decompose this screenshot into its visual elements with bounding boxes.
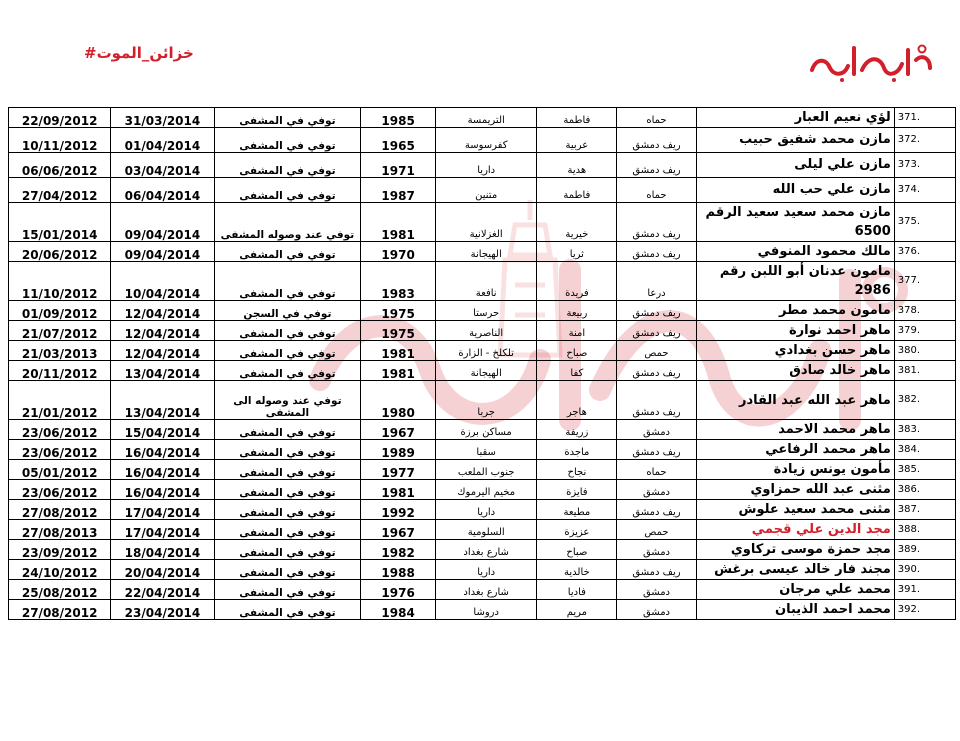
- cell-place: الهيجانة: [436, 361, 537, 381]
- cell-year: 1980: [361, 381, 436, 420]
- cell-date1: 12/04/2014: [111, 301, 214, 321]
- cell-date1: 20/04/2014: [111, 560, 214, 580]
- cell-num: 377.: [894, 262, 955, 301]
- cell-date2: 21/03/2013: [9, 341, 111, 361]
- cell-city: حمص: [617, 341, 696, 361]
- cell-mother: خيرية: [537, 203, 617, 242]
- cell-place: سقبا: [436, 440, 537, 460]
- cell-year: 1967: [361, 520, 436, 540]
- cell-place: شارع بغداد: [436, 540, 537, 560]
- table-row: [9, 108, 956, 128]
- cell-status: توفي في المشفى: [214, 262, 361, 301]
- cell-status: توفي في المشفى: [214, 341, 361, 361]
- cell-name: محمد احمد الذيبان: [696, 600, 894, 620]
- table-row: [9, 420, 956, 440]
- cell-year: 1988: [361, 560, 436, 580]
- cell-city: ريف دمشق: [617, 321, 696, 341]
- cell-mother: فايزة: [537, 480, 617, 500]
- cell-num: 388.: [894, 520, 955, 540]
- cell-place: نافعة: [436, 262, 537, 301]
- cell-name: محمد علي مرجان: [696, 580, 894, 600]
- cell-year: 1971: [361, 153, 436, 178]
- table-row: [9, 178, 956, 203]
- cell-date2: 10/11/2012: [9, 128, 111, 153]
- cell-date2: 15/01/2014: [9, 203, 111, 242]
- cell-date1: 06/04/2014: [111, 178, 214, 203]
- table-row: [9, 460, 956, 480]
- cell-status: توفي في المشفى: [214, 178, 361, 203]
- table-row: [9, 600, 956, 620]
- cell-num: 371.: [894, 108, 955, 128]
- table-row: [9, 361, 956, 381]
- cell-num: 391.: [894, 580, 955, 600]
- cell-city: ريف دمشق: [617, 361, 696, 381]
- cell-year: 1982: [361, 540, 436, 560]
- table-row: [9, 440, 956, 460]
- cell-city: ريف دمشق: [617, 440, 696, 460]
- cell-num: 387.: [894, 500, 955, 520]
- cell-place: مساكن برزة: [436, 420, 537, 440]
- cell-date1: 18/04/2014: [111, 540, 214, 560]
- cell-mother: كفا: [537, 361, 617, 381]
- cell-year: 1976: [361, 580, 436, 600]
- cell-name: مامون محمد مطر: [696, 301, 894, 321]
- cell-date2: 23/06/2012: [9, 420, 111, 440]
- table-row: [9, 242, 956, 262]
- cell-name: مأمون يونس زيادة: [696, 460, 894, 480]
- cell-name: ماهر محمد الاحمد: [696, 420, 894, 440]
- cell-place: جنوب الملعب: [436, 460, 537, 480]
- cell-name: مجد حمزة موسى تركاوي: [696, 540, 894, 560]
- cell-date2: 11/10/2012: [9, 262, 111, 301]
- cell-date1: 31/03/2014: [111, 108, 214, 128]
- cell-city: حمص: [617, 520, 696, 540]
- cell-date1: 16/04/2014: [111, 480, 214, 500]
- table-row: [9, 341, 956, 361]
- cell-status: توفي في السجن: [214, 301, 361, 321]
- cell-num: 382.: [894, 381, 955, 420]
- cell-name: ماهر عبد الله عبد القادر: [696, 381, 894, 420]
- cell-status: توفي في المشفى: [214, 500, 361, 520]
- table-row: [9, 262, 956, 301]
- cell-place: داريا: [436, 153, 537, 178]
- cell-status: توفي في المشفى: [214, 520, 361, 540]
- cell-year: 1981: [361, 361, 436, 381]
- cell-status: توفي في المشفى: [214, 480, 361, 500]
- cell-date1: 09/04/2014: [111, 242, 214, 262]
- table-row: [9, 128, 956, 153]
- cell-date1: 12/04/2014: [111, 321, 214, 341]
- cell-year: 1989: [361, 440, 436, 460]
- table-row: [9, 500, 956, 520]
- cell-year: 1983: [361, 262, 436, 301]
- cell-num: 373.: [894, 153, 955, 178]
- cell-num: 389.: [894, 540, 955, 560]
- cell-place: جربا: [436, 381, 537, 420]
- table-row: [9, 153, 956, 178]
- cell-date2: 20/11/2012: [9, 361, 111, 381]
- table-row: [9, 381, 956, 420]
- cell-status: توفي في المشفى: [214, 321, 361, 341]
- table-row: [9, 560, 956, 580]
- cell-place: تلكلخ - الزارة: [436, 341, 537, 361]
- cell-date2: 23/09/2012: [9, 540, 111, 560]
- cell-city: ريف دمشق: [617, 153, 696, 178]
- cell-date2: 27/08/2012: [9, 600, 111, 620]
- cell-year: 1977: [361, 460, 436, 480]
- cell-city: حماه: [617, 460, 696, 480]
- table-row: [9, 520, 956, 540]
- cell-status: توفي في المشفى: [214, 153, 361, 178]
- cell-place: شارع بغداد: [436, 580, 537, 600]
- cell-place: كفرسوسة: [436, 128, 537, 153]
- cell-name: مثنى عبد الله حمزاوي: [696, 480, 894, 500]
- cell-year: 1985: [361, 108, 436, 128]
- cell-date2: 06/06/2012: [9, 153, 111, 178]
- cell-date1: 16/04/2014: [111, 440, 214, 460]
- cell-name: مازن علي حب الله: [696, 178, 894, 203]
- cell-num: 376.: [894, 242, 955, 262]
- cell-year: 1967: [361, 420, 436, 440]
- cell-mother: مريم: [537, 600, 617, 620]
- cell-date2: 24/10/2012: [9, 560, 111, 580]
- cell-city: ريف دمشق: [617, 560, 696, 580]
- cell-place: الهيجانة: [436, 242, 537, 262]
- cell-year: 1975: [361, 301, 436, 321]
- cell-date2: 23/06/2012: [9, 480, 111, 500]
- cell-date1: 13/04/2014: [111, 381, 214, 420]
- table-row: [9, 580, 956, 600]
- cell-mother: فريدة: [537, 262, 617, 301]
- cell-name: ماهر خالد صادق: [696, 361, 894, 381]
- cell-city: حماه: [617, 108, 696, 128]
- cell-mother: عربية: [537, 128, 617, 153]
- table-row: [9, 203, 956, 242]
- cell-date1: 01/04/2014: [111, 128, 214, 153]
- cell-date2: 27/08/2012: [9, 500, 111, 520]
- cell-mother: نجاح: [537, 460, 617, 480]
- cell-mother: صباح: [537, 341, 617, 361]
- cell-status: توفي في المشفى: [214, 580, 361, 600]
- cell-name: مثنى محمد سعيد علوش: [696, 500, 894, 520]
- cell-num: 385.: [894, 460, 955, 480]
- cell-year: 1965: [361, 128, 436, 153]
- cell-place: السلومية: [436, 520, 537, 540]
- cell-date2: 21/07/2012: [9, 321, 111, 341]
- cell-date1: 17/04/2014: [111, 520, 214, 540]
- cell-num: 383.: [894, 420, 955, 440]
- cell-mother: ثريا: [537, 242, 617, 262]
- table-row: [9, 301, 956, 321]
- cell-place: داريا: [436, 560, 537, 580]
- cell-date1: 16/04/2014: [111, 460, 214, 480]
- cell-status: توفي في المشفى: [214, 108, 361, 128]
- cell-city: حماه: [617, 178, 696, 203]
- cell-num: 379.: [894, 321, 955, 341]
- cell-mother: هاجر: [537, 381, 617, 420]
- cell-mother: فاطمة: [537, 108, 617, 128]
- cell-date2: 27/08/2013: [9, 520, 111, 540]
- cell-date2: 23/06/2012: [9, 440, 111, 460]
- cell-city: دمشق: [617, 580, 696, 600]
- cell-year: 1992: [361, 500, 436, 520]
- cell-date2: 27/04/2012: [9, 178, 111, 203]
- cell-name: مامون عدنان أبو اللبن رقم 2986: [696, 262, 894, 301]
- hashtag-title: #خزائن_الموت: [84, 44, 194, 62]
- cell-num: 374.: [894, 178, 955, 203]
- cell-date1: 15/04/2014: [111, 420, 214, 440]
- cell-name: مجند فار خالد عيسى برغش: [696, 560, 894, 580]
- cell-mother: صباح: [537, 540, 617, 560]
- cell-date2: 01/09/2012: [9, 301, 111, 321]
- cell-mother: عزيزة: [537, 520, 617, 540]
- cell-city: ريف دمشق: [617, 242, 696, 262]
- cell-year: 1987: [361, 178, 436, 203]
- cell-date1: 13/04/2014: [111, 361, 214, 381]
- cell-status: توفي في المشفى: [214, 540, 361, 560]
- cell-year: 1981: [361, 203, 436, 242]
- cell-status: توفي عند وصوله المشفى: [214, 203, 361, 242]
- cell-num: 380.: [894, 341, 955, 361]
- cell-name: لؤي نعيم العبار: [696, 108, 894, 128]
- cell-place: متنين: [436, 178, 537, 203]
- cell-mother: خالدية: [537, 560, 617, 580]
- table-row: [9, 480, 956, 500]
- cell-place: مخيم اليرموك: [436, 480, 537, 500]
- cell-date2: 21/01/2012: [9, 381, 111, 420]
- cell-name: مازن علي ليلى: [696, 153, 894, 178]
- cell-status: توفي في المشفى: [214, 128, 361, 153]
- cell-mother: امنة: [537, 321, 617, 341]
- cell-status: توفي في المشفى: [214, 440, 361, 460]
- cell-date1: 23/04/2014: [111, 600, 214, 620]
- cell-status: توفي في المشفى: [214, 460, 361, 480]
- cell-date2: 20/06/2012: [9, 242, 111, 262]
- cell-num: 392.: [894, 600, 955, 620]
- cell-city: دمشق: [617, 480, 696, 500]
- cell-place: داريا: [436, 500, 537, 520]
- cell-place: التريمسة: [436, 108, 537, 128]
- cell-city: ريف دمشق: [617, 301, 696, 321]
- cell-status: توفي في المشفى: [214, 600, 361, 620]
- cell-year: 1981: [361, 341, 436, 361]
- cell-place: الناصرية: [436, 321, 537, 341]
- cell-date1: 10/04/2014: [111, 262, 214, 301]
- cell-num: 390.: [894, 560, 955, 580]
- cell-name: مازن محمد سعيد سعيد الرقم 6500: [696, 203, 894, 242]
- cell-year: 1984: [361, 600, 436, 620]
- cell-mother: ماجدة: [537, 440, 617, 460]
- cell-place: الغزلانية: [436, 203, 537, 242]
- cell-num: 381.: [894, 361, 955, 381]
- cell-mother: ربيعة: [537, 301, 617, 321]
- cell-mother: مطيعة: [537, 500, 617, 520]
- cell-date2: 22/09/2012: [9, 108, 111, 128]
- cell-mother: زريفة: [537, 420, 617, 440]
- cell-city: ريف دمشق: [617, 203, 696, 242]
- cell-date1: 12/04/2014: [111, 341, 214, 361]
- cell-date2: 25/08/2012: [9, 580, 111, 600]
- cell-num: 372.: [894, 128, 955, 153]
- table-row: [9, 540, 956, 560]
- cell-name: ماهر محمد الرفاعي: [696, 440, 894, 460]
- zaman-alwasl-logo: [806, 40, 938, 84]
- cell-mother: فاديا: [537, 580, 617, 600]
- cell-year: 1970: [361, 242, 436, 262]
- cell-date1: 03/04/2014: [111, 153, 214, 178]
- cell-name: ماهر احمد نوارة: [696, 321, 894, 341]
- cell-status: توفي عند وصوله الى المشفى: [214, 381, 361, 420]
- cell-num: 375.: [894, 203, 955, 242]
- cell-date1: 22/04/2014: [111, 580, 214, 600]
- cell-num: 386.: [894, 480, 955, 500]
- cell-mother: هدية: [537, 153, 617, 178]
- cell-city: ريف دمشق: [617, 500, 696, 520]
- cell-date2: 05/01/2012: [9, 460, 111, 480]
- victims-table: [8, 107, 956, 620]
- cell-city: درعا: [617, 262, 696, 301]
- cell-name: مجد الدين علي قجمي: [696, 520, 894, 540]
- cell-year: 1981: [361, 480, 436, 500]
- cell-num: 378.: [894, 301, 955, 321]
- cell-city: دمشق: [617, 420, 696, 440]
- cell-city: دمشق: [617, 540, 696, 560]
- cell-status: توفي في المشفى: [214, 420, 361, 440]
- cell-status: توفي في المشفى: [214, 361, 361, 381]
- cell-name: ماهر حسن بغدادي: [696, 341, 894, 361]
- cell-name: مالك محمود المنوفي: [696, 242, 894, 262]
- cell-year: 1975: [361, 321, 436, 341]
- cell-city: ريف دمشق: [617, 381, 696, 420]
- cell-city: دمشق: [617, 600, 696, 620]
- cell-place: دروشا: [436, 600, 537, 620]
- cell-status: توفي في المشفى: [214, 242, 361, 262]
- cell-place: حرستا: [436, 301, 537, 321]
- cell-date1: 17/04/2014: [111, 500, 214, 520]
- cell-status: توفي في المشفى: [214, 560, 361, 580]
- cell-city: ريف دمشق: [617, 128, 696, 153]
- cell-date1: 09/04/2014: [111, 203, 214, 242]
- cell-num: 384.: [894, 440, 955, 460]
- cell-mother: فاطمة: [537, 178, 617, 203]
- table-row: [9, 321, 956, 341]
- cell-name: مازن محمد شفيق حبيب: [696, 128, 894, 153]
